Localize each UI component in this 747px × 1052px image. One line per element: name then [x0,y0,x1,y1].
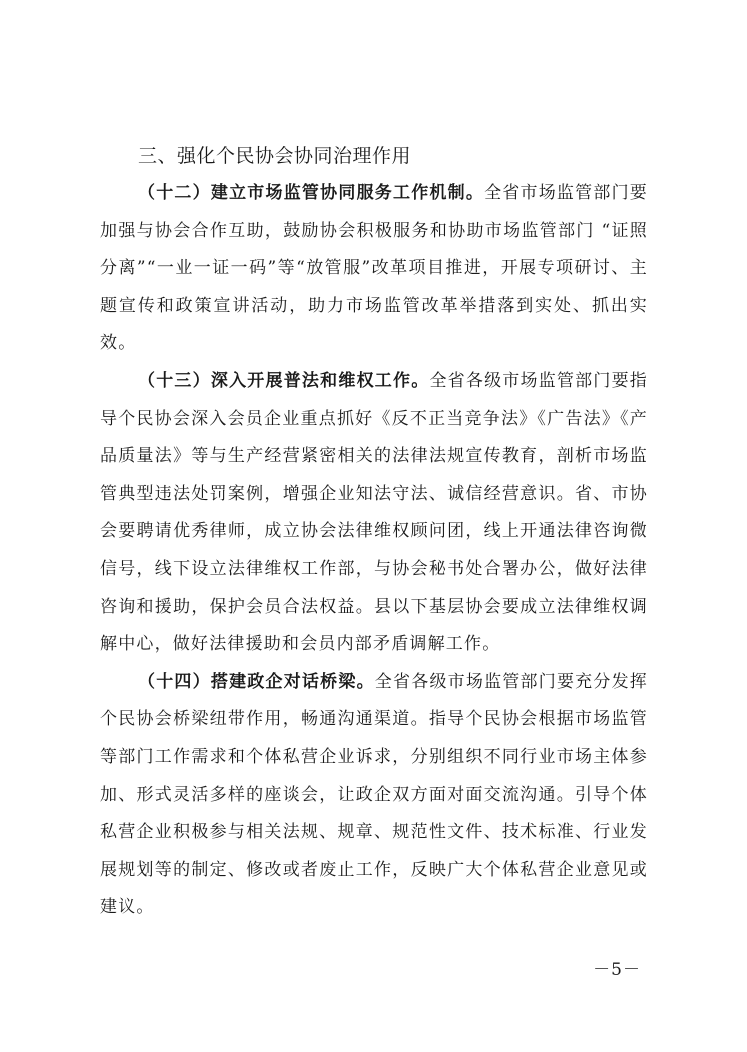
paragraph-14 [100,664,648,927]
paragraph-14-lead: （十四）搭建政企对话桥梁。 [138,671,375,692]
page-number: －5－ [593,960,641,980]
document-body [100,138,648,927]
paragraph-12 [100,175,648,363]
paragraph-13-body: 全省各级市场监管部门要指导个民协会深入会员企业重点抓好《反不正当竞争法》《广告法》《产品质量法》等与生产经营紧密相关的法律法规宣传教育，剖析市场监管典型违法处罚案例，增强企业知法守法、诚信经营意识。省、市协会要聘请优秀律师，成立协会法律维权顾问团，线上开通法律咨询微信号，线下设立法律维权工作部，与协会秘书处合署办公，做好法律咨询和援助，保护会员合法权益。县以下基层协会要成立法律维权调解中心，做好法律援助和会员内部矛盾调解工作。 [100,370,648,655]
paragraph-14-body: 全省各级市场监管部门要充分发挥个民协会桥梁纽带作用，畅通沟通渠道。指导个民协会根据市场监管等部门工作需求和个体私营企业诉求，分别组织不同行业市场主体参加、形式灵活多样的座谈会，让政企双方面对面交流沟通。引导个体私营企业积极参与相关法规、规章、规范性文件、技术标准、行业发展规划等的制定、修改或者废止工作，反映广大个体私营企业意见或建议。 [100,671,648,918]
section-heading: 三、强化个民协会协同治理作用 [138,145,412,167]
paragraph-12-lead: （十二）建立市场监管协同服务工作机制。 [138,183,485,203]
paragraph-13-lead: （十三）深入开展普法和维权工作。 [138,370,430,391]
paragraph-13 [100,363,648,664]
paragraph-12-body: 全省市场监管部门要加强与协会合作互助，鼓励协会积极服务和协助市场监管部门 “证照分离”“一业一证一码”等“放管服”改革项目推进，开展专项研讨、主题宣传和政策宣讲活动，助力市场监管改革举措落到实处、抓出实效。 [100,183,648,354]
